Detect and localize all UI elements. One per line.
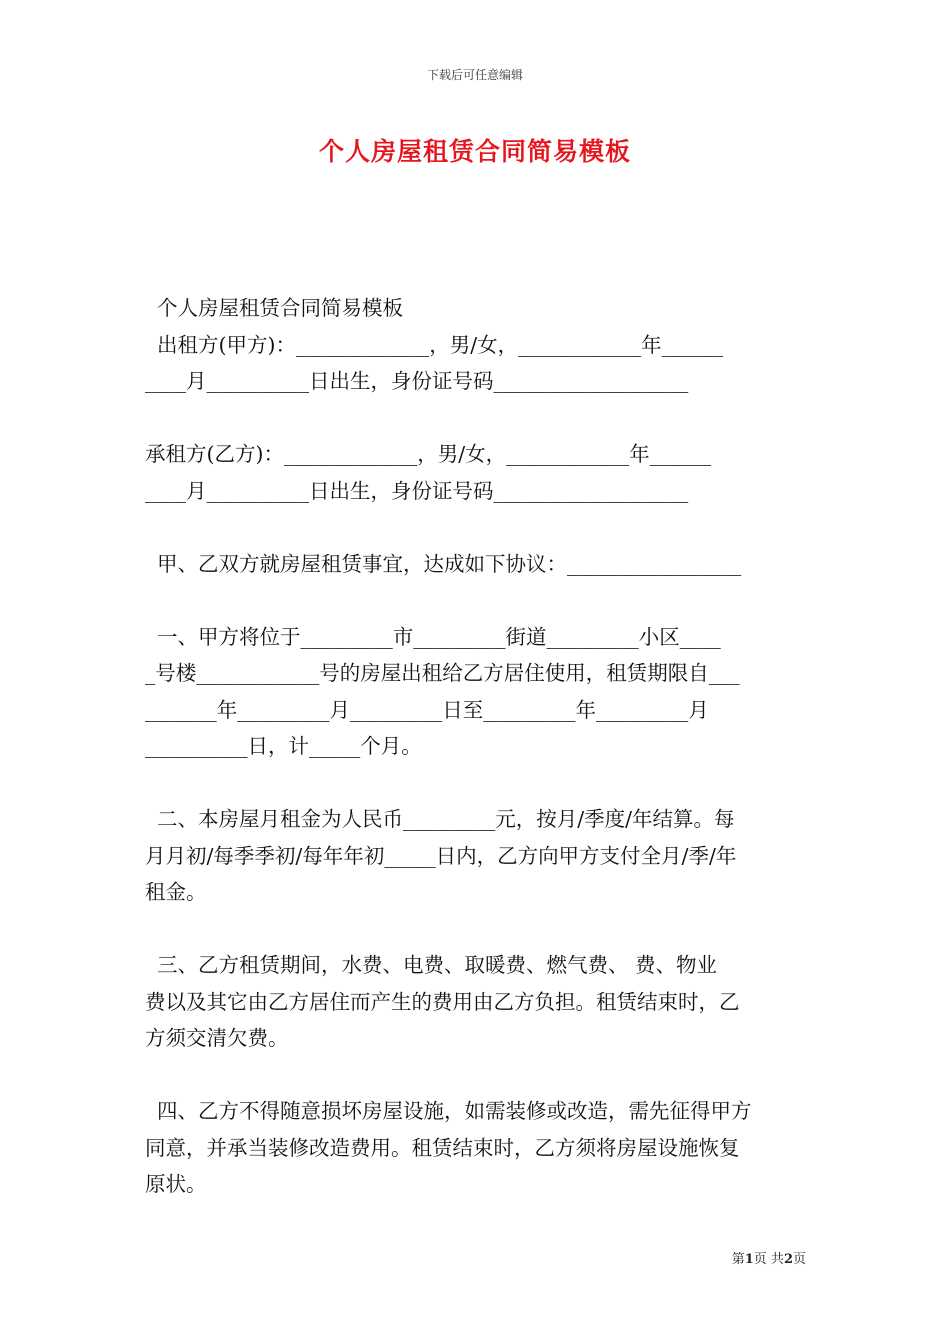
- party-a-line-1: 出租方(甲方)：_____________，男/女，____________年______: [157, 332, 724, 357]
- clause-3-line-1: 三、乙方租赁期间，水费、电费、取暖费、燃气费、 费、物业: [157, 953, 718, 977]
- footer-page-number: 1: [744, 1252, 754, 1267]
- footer-suffix: 页: [792, 1252, 806, 1267]
- clause-3-line-3: 方须交清欠费。: [145, 1026, 289, 1050]
- clause-1-line-1: 一、甲方将位于_________市_________街道_________小区____: [157, 624, 721, 649]
- clause-2-line-3: 租金。: [145, 880, 207, 904]
- document-body: [145, 290, 807, 1203]
- party-a-line-2: ____月__________日出生，身份证号码___________________: [145, 369, 689, 393]
- clause-2-line-1: 二、本房屋月租金为人民币_________元，按月/季度/年结算。每: [157, 807, 735, 831]
- party-b-line-2: ____月__________日出生，身份证号码___________________: [145, 478, 689, 503]
- footer-prefix: 第: [731, 1252, 745, 1267]
- body-subtitle: 个人房屋租赁合同简易模板: [157, 296, 403, 320]
- page-footer: [732, 1248, 806, 1267]
- agreement-line: 甲、乙双方就房屋租赁事宜，达成如下协议：_________________: [157, 551, 742, 576]
- document-title: 个人房屋租赁合同简易模板: [318, 137, 631, 166]
- clause-4-line-2: 同意，并承当装修改造费用。租赁结束时，乙方须将房屋设施恢复: [145, 1135, 740, 1160]
- footer-total-pages: 2: [783, 1252, 793, 1267]
- footer-middle: 页 共: [753, 1252, 784, 1267]
- clause-4-line-1: 四、乙方不得随意损坏房屋设施，如需装修或改造，需先征得甲方: [157, 1099, 752, 1123]
- clause-1-line-4: __________日，计_____个月。: [145, 734, 422, 758]
- clause-3-line-2: 费以及其它由乙方居住而产生的费用由乙方负担。租赁结束时，乙: [145, 989, 740, 1014]
- clause-1-line-3: _______年_________月_________日至_________年_________月: [145, 697, 709, 722]
- header-note: 下载后可任意编辑: [426, 68, 523, 82]
- clause-4-line-3: 原状。: [145, 1172, 207, 1196]
- clause-1-line-2: _号楼____________号的房屋出租给乙方居住使用，租赁期限自___: [145, 661, 740, 685]
- party-b-line-1: 承租方(乙方)：_____________，男/女，____________年______: [145, 442, 712, 466]
- clause-2-line-2: 月月初/每季季初/每年年初_____日内，乙方向甲方支付全月/季/年: [145, 843, 737, 868]
